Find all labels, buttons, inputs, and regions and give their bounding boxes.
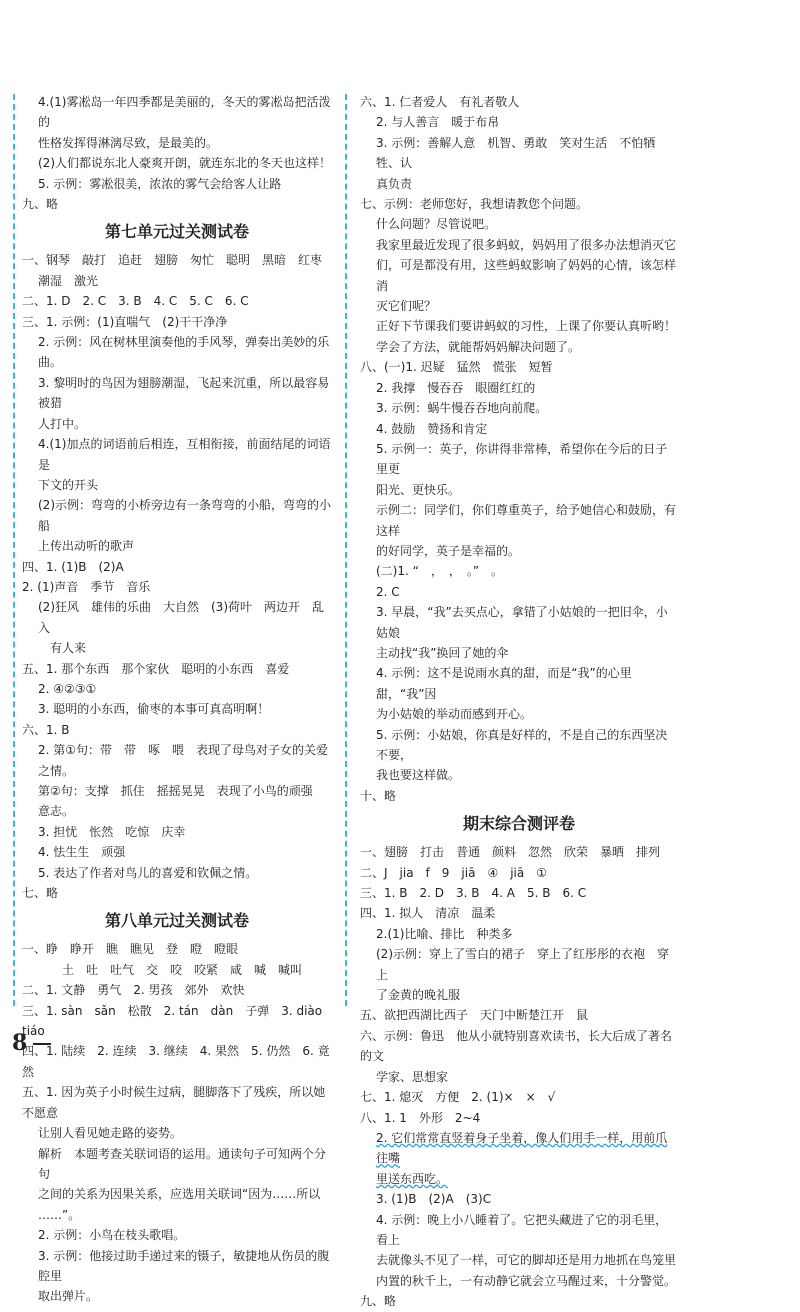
- answer-line: 让别人看见她走路的姿势。: [38, 1126, 183, 1141]
- answer-line: 灭它们呢？: [376, 299, 437, 314]
- answer-line: 2. 与人善言 暖于布帛: [376, 115, 500, 130]
- answer-line: 人打中。: [38, 416, 87, 431]
- answer-line: 的好同学，英子是幸福的。: [376, 543, 521, 558]
- answer-line: 一、翅膀 打击 普通 颜料 忽然 欣荣 暴晒 排列: [360, 845, 661, 860]
- answer-line: 学家、思想家: [376, 1069, 449, 1084]
- answer-line: 3. (1)B (2)A (3)C: [376, 1192, 492, 1207]
- answer-line: 三、1. B 2. D 3. B 4. A 5. B 6. C: [360, 886, 587, 901]
- footer-dash: [33, 1043, 51, 1045]
- answer-line: 一、钢琴 敲打 追赶 翅膀 匆忙 聪明 黑暗 红枣: [22, 253, 323, 268]
- answer-line: 有人来: [50, 641, 87, 656]
- answer-line: 2. 我撑 慢吞吞 眼圈红红的: [376, 380, 536, 395]
- left-dashed-divider: [13, 94, 15, 1006]
- answer-line: 意志。: [38, 804, 75, 819]
- answer-line: 3. 担忧 怅然 吃惊 庆幸: [38, 824, 186, 839]
- answer-line: 2. 示例：风在树林里演奏他的手风琴，弹奏出美妙的乐曲。: [38, 335, 330, 370]
- answer-line: 之间的关系为因果关系，应选用关联词“因为……所以: [38, 1187, 321, 1202]
- answer-line: 4. 示例：这不是说雨水真的甜，而是“我”的心里甜，“我”因: [376, 666, 632, 701]
- answer-line: 三、1. sàn sǎn 松散 2. tán dàn 子弹 3. diào tiáo: [22, 1003, 335, 1039]
- answer-line: 2. C: [376, 584, 400, 599]
- answer-line: 四、1. 陆续 2. 连续 3. 继续 4. 果然 5. 仍然 6. 竟然: [22, 1044, 330, 1079]
- answer-line: 2. 它们常常直竖着身子坐着，像人们用手一样，用前爪往嘴: [376, 1130, 668, 1166]
- answer-line: 内置的秋千上，一有动静它就会立马醒过来，十分警觉。: [376, 1273, 677, 1288]
- answer-line: 阳光、更快乐。: [376, 482, 461, 497]
- right-answer-block: [360, 92, 678, 1312]
- answer-line: 八、1. 1 外形 2~4: [360, 1110, 481, 1125]
- answer-line: 2. 第①句：带 带 啄 喂 表现了母鸟对子女的关爱: [38, 743, 329, 758]
- answer-line: 2. (1)声音 季节 音乐: [22, 579, 151, 594]
- answer-line: (2)狂风 雄伟的乐曲 大自然 (3)荷叶 两边开 乱入: [38, 600, 324, 635]
- answer-line: 里送东西吃。: [376, 1171, 449, 1186]
- answer-line: 了金黄的晚礼服: [376, 988, 461, 1003]
- answer-line: 二、1. 文静 勇气 2. 男孩 郊外 欢快: [22, 983, 245, 998]
- left-column: [22, 92, 335, 1307]
- answer-line: 四、1. 拟人 清凉 温柔: [360, 906, 496, 921]
- answer-line: 学会了方法，就能帮妈妈解决问题了。: [376, 339, 581, 354]
- answer-line: 3. 示例：他接过助手递过来的镊子，敏捷地从伤员的腹腔里: [38, 1248, 330, 1283]
- answer-line: 一、睁 睁开 瞧 瞧见 登 瞪 瞪眼: [22, 942, 239, 957]
- answer-line: 们，可是都没有用，这些蚂蚁影响了妈妈的心情，该怎样消: [376, 258, 677, 293]
- answer-line: 五、1. 那个东西 那个家伙 聪明的小东西 喜爱: [22, 661, 290, 676]
- answer-line: 主动找“我”换回了她的伞: [376, 645, 509, 660]
- answer-line: 取出弹片。: [38, 1289, 99, 1304]
- answer-line: 之情。: [38, 763, 75, 778]
- section-title: 第七单元过关测试卷: [104, 222, 249, 242]
- page-number: 8: [12, 1030, 28, 1056]
- answer-line: 示例二：同学们，你们尊重英子，给予她信心和鼓励，有这样: [376, 503, 677, 538]
- answer-line: 五、1. 因为英子小时候生过病，腿脚落下了残疾，所以她不愿意: [22, 1085, 326, 1120]
- answer-line: 3. 黎明时的鸟因为翅膀潮湿，飞起来沉重，所以最容易被猎: [38, 375, 330, 411]
- answer-line: 3. 示例：蜗牛慢吞吞地向前爬。: [376, 401, 548, 416]
- section-title: 第八单元过关测试卷: [104, 911, 249, 931]
- section-title: 期末综合测评卷: [462, 814, 575, 834]
- answer-line: 4.(1)加点的词语前后相连，互相衔接，前面结尾的词语是: [38, 437, 331, 472]
- answer-line: 什么问题？尽管说吧。: [376, 217, 497, 232]
- answer-line: 六、1. 仁者爱人 有礼者敬人: [360, 95, 520, 109]
- answer-line: 性格发挥得淋漓尽致，是最美的。: [38, 135, 219, 150]
- answer-line: 二、J jia f 9 jiā ④ jiā ①: [360, 865, 547, 880]
- answer-line: 5. 示例：雾凇很美，浓浓的雾气会给客人让路: [38, 176, 282, 191]
- answer-line: 六、1. B: [22, 722, 70, 737]
- answer-line: 七、略: [22, 886, 59, 901]
- answer-line: 五、欲把西湖比西子 天门中断楚江开 鼠: [360, 1008, 589, 1023]
- answer-line: 3. 示例：善解人意 机智、勇敢 笑对生活 不怕牺牲、认: [376, 135, 656, 171]
- answer-line: 2. 示例：小鸟在枝头歌唱。: [38, 1228, 186, 1243]
- page-footer: [12, 1030, 51, 1056]
- answer-line: 2.(1)比喻、排比 种类多: [376, 926, 513, 941]
- answer-line: 二、1. D 2. C 3. B 4. C 5. C 6. C: [22, 294, 249, 309]
- answer-line: 九、略: [360, 1294, 397, 1309]
- answer-line: 第②句：支撑 抓住 摇摇晃晃 表现了小鸟的顽强: [38, 784, 313, 798]
- answer-line: 去就像头不见了一样，可它的脚却还是用力地抓在鸟笼里: [376, 1253, 677, 1268]
- right-column: [360, 92, 678, 1312]
- answer-line: (2)示例：穿上了雪白的裙子 穿上了红彤彤的衣袍 穿上: [376, 947, 670, 982]
- answer-line: 四、1. (1)B (2)A: [22, 559, 124, 574]
- answer-line: (2)示例：弯弯的小桥旁边有一条弯弯的小船，弯弯的小船: [38, 498, 332, 533]
- answer-line: 5. 示例：小姑娘，你真是好样的，不是自己的东西坚决不要，: [376, 727, 668, 762]
- answer-line: (2)人们都说东北人豪爽开朗，就连东北的冬天也这样！: [38, 156, 332, 171]
- answer-line: 3. 聪明的小东西，偷枣的本事可真高明啊！: [38, 702, 270, 717]
- answer-line: 三、1. 示例：(1)直喘气 (2)干干净净: [22, 314, 228, 329]
- answer-line: 七、示例：老师您好，我想请教您个问题。: [360, 197, 589, 212]
- answer-line: 我也要这样做。: [376, 768, 461, 783]
- answer-line: 4. 示例：晚上小八睡着了。它把头藏进了它的羽毛里，看上: [376, 1212, 668, 1247]
- answer-line: 4. 鼓励 赞扬和肯定: [376, 421, 488, 436]
- answer-line: 解析 本题考查关联词语的运用。通读句子可知两个分句: [38, 1146, 327, 1181]
- answer-line: 正好下节课我们要讲蚂蚁的习性，上课了你要认真听哟！: [376, 319, 677, 334]
- answer-line: 真负责: [376, 176, 413, 191]
- answer-line: 六、示例：鲁迅 他从小就特别喜欢读书，长大后成了著名的文: [360, 1028, 673, 1064]
- answer-line: 九、略: [22, 197, 59, 212]
- answer-line: 5. 表达了作者对鸟儿的喜爱和钦佩之情。: [38, 865, 258, 880]
- answer-line: 4.(1)雾凇岛一年四季都是美丽的，冬天的雾凇岛把活泼的: [38, 95, 331, 130]
- answer-line: 十、略: [360, 788, 397, 803]
- center-dashed-divider: [345, 94, 347, 1006]
- answer-line: 七、1. 熄灭 方便 2. (1)× × √: [360, 1090, 556, 1105]
- answer-line: 上传出动听的歌声: [38, 539, 135, 554]
- answer-line: 为小姑娘的举动而感到开心。: [376, 707, 533, 722]
- left-answer-block: [22, 92, 335, 1307]
- answer-line: 3. 早晨，“我”去买点心，拿错了小姑娘的一把旧伞，小姑娘: [376, 605, 668, 640]
- answer-line: 土 吐 吐气 交 咬 咬紧 咸 喊 喊叫: [62, 962, 303, 977]
- answer-line: 4. 怯生生 顽强: [38, 845, 126, 860]
- answer-line: 潮湿 激光: [38, 273, 99, 288]
- answer-line: 5. 示例一：英子，你讲得非常棒，希望你在今后的日子里更: [376, 441, 668, 477]
- answer-line: ……”。: [38, 1207, 81, 1222]
- answer-line: 我家里最近发现了很多蚂蚁，妈妈用了很多办法想消灭它: [376, 237, 677, 252]
- answer-line: 2. ④②③①: [38, 681, 97, 696]
- answer-line: 八、(一)1. 迟疑 猛然 慌张 短暂: [360, 360, 553, 375]
- answer-line: 下文的开头: [38, 477, 99, 492]
- answer-line: (二)1. “ ， ， 。” 。: [376, 564, 504, 579]
